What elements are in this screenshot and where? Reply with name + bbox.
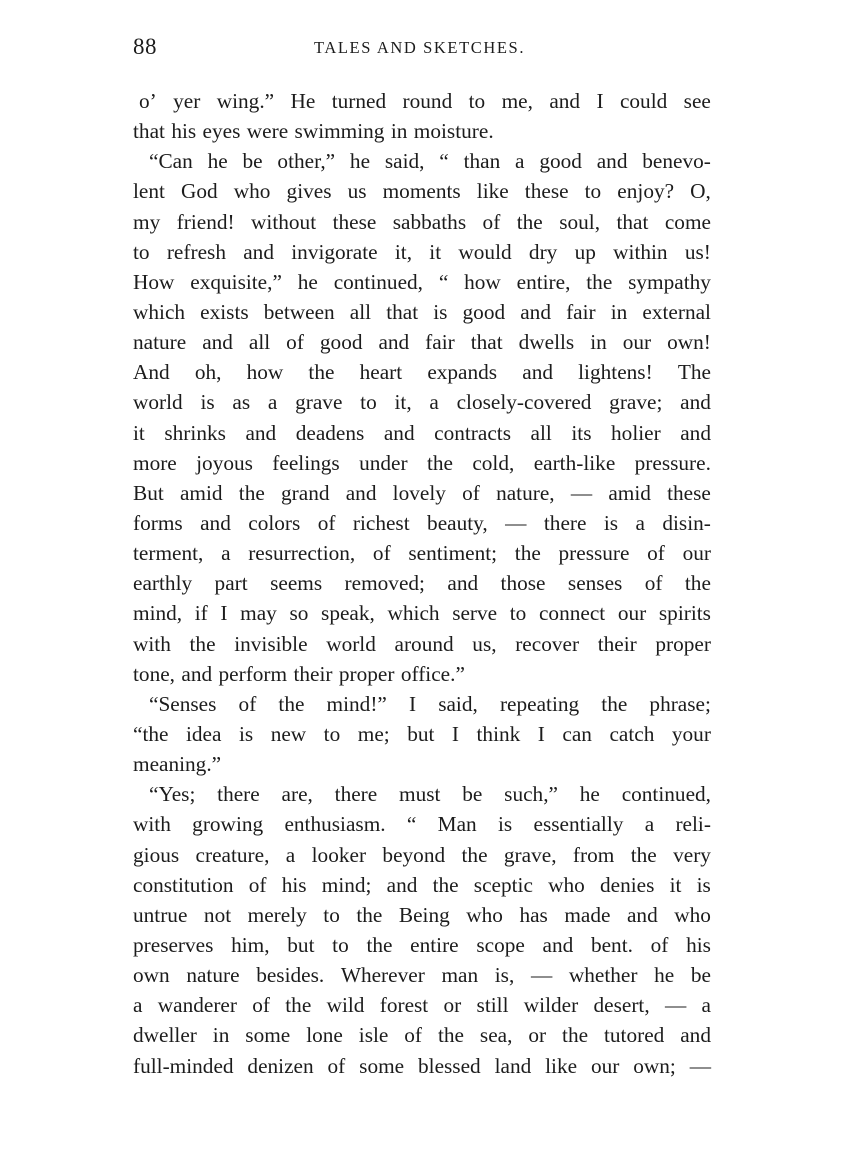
text-line: world is as a grave to it, a closely-covered grave; and (133, 390, 711, 415)
text-line: But amid the grand and lovely of nature, — amid these (133, 480, 711, 505)
text-line: full-minded denizen of some blessed land like our own; — (133, 1053, 711, 1078)
text-line: dweller in some lone isle of the sea, or the tutored and (133, 1023, 711, 1048)
body-text (133, 86, 711, 1081)
text-line: terment, a resurrection, of sentiment; the pressure of our (133, 541, 711, 566)
text-line: to refresh and invigorate it, it would dry up within us! (133, 239, 711, 264)
text-line: “Yes; there are, there must be such,” he continued, (149, 782, 711, 807)
text-line: o’ yer wing.” He turned round to me, and I could see (139, 89, 711, 113)
text-line: my friend! without these sabbaths of the soul, that come (133, 209, 711, 234)
text-line: lent God who gives us moments like these to enjoy? O, (133, 179, 711, 204)
text-line: with the invisible world around us, recover their proper (133, 631, 711, 656)
text-line: “the idea is new to me; but I think I can catch your (133, 721, 711, 746)
text-line: earthly part seems removed; and those senses of the (133, 571, 711, 596)
text-line: gious creature, a looker beyond the grave, from the very (133, 842, 711, 867)
text-line: that his eyes were swimming in moisture. (133, 119, 494, 144)
running-title: TALES AND SKETCHES. (314, 38, 526, 57)
text-line: mind, if I may so speak, which serve to connect our spirits (133, 601, 711, 626)
text-line: untrue not merely to the Being who has made and who (133, 902, 711, 927)
text-line: nature and all of good and fair that dwells in our own! (133, 330, 711, 355)
text-line: which exists between all that is good and fair in external (133, 299, 711, 324)
running-head (133, 34, 711, 64)
text-line: constitution of his mind; and the sceptic who denies it is (133, 872, 711, 897)
text-line: “Can he be other,” he said, “ than a good and benevo- (149, 149, 711, 174)
text-line: a wanderer of the wild forest or still wilder desert, — a (133, 993, 711, 1018)
text-line: with growing enthusiasm. “ Man is essentially a reli- (133, 812, 711, 837)
text-line: And oh, how the heart expands and lightens! The (133, 360, 711, 385)
text-line: tone, and perform their proper office.” (133, 661, 465, 686)
text-line: forms and colors of richest beauty, — there is a disin- (133, 510, 711, 535)
text-line: “Senses of the mind!” I said, repeating the phrase; (149, 691, 711, 716)
text-line: more joyous feelings under the cold, earth-like pressure. (133, 450, 711, 475)
text-line: preserves him, but to the entire scope and bent. of his (133, 932, 711, 957)
text-line: own nature besides. Wherever man is, — whether he be (133, 963, 711, 988)
text-line: it shrinks and deadens and contracts all its holier and (133, 420, 711, 445)
text-line: How exquisite,” he continued, “ how entire, the sympathy (133, 269, 711, 294)
page-number: 88 (133, 34, 157, 59)
text-line: meaning.” (133, 752, 222, 777)
